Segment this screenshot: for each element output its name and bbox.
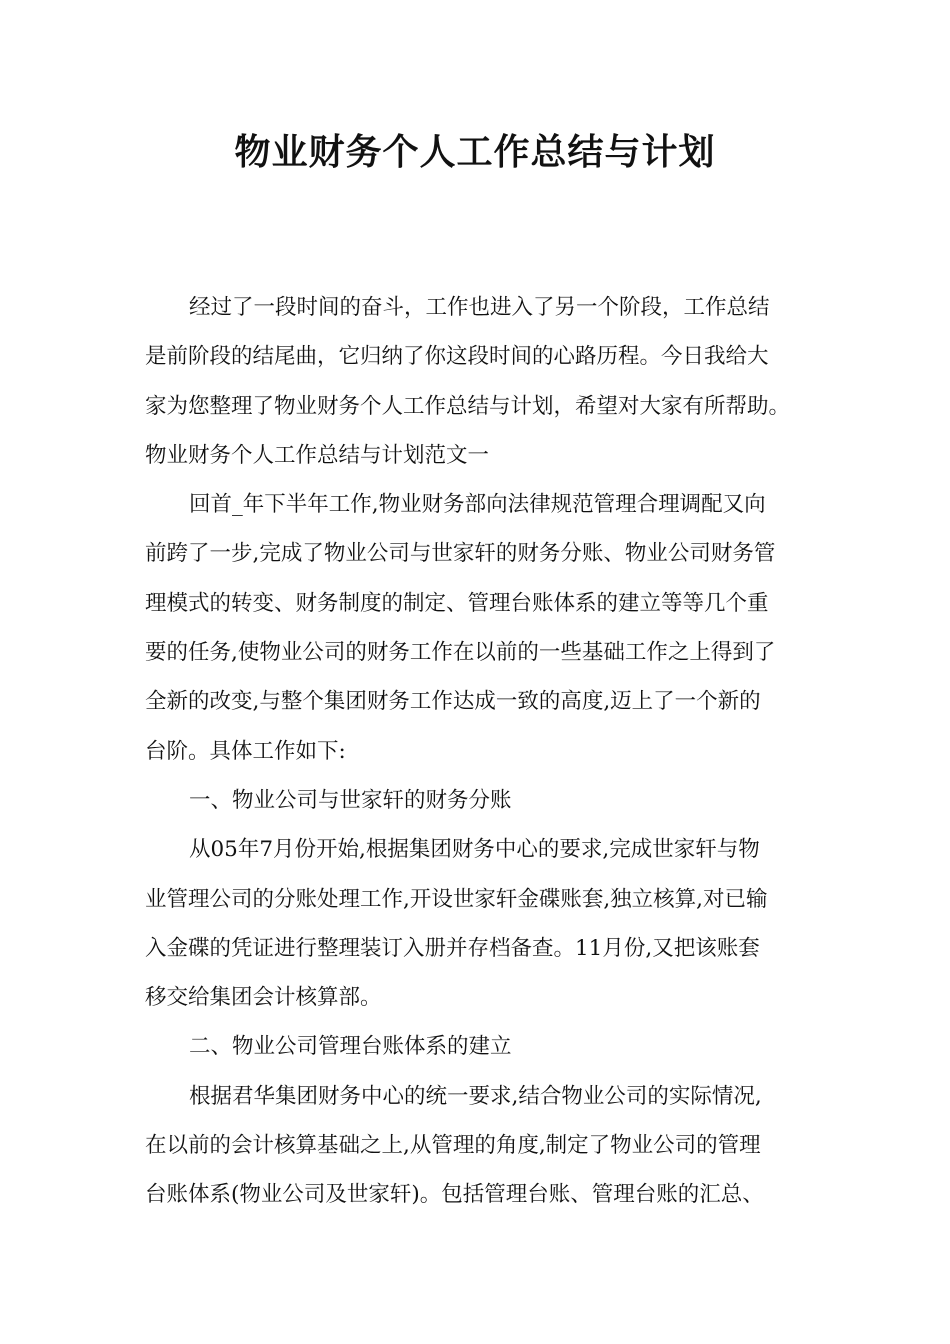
- paragraph-line: 要的任务,使物业公司的财务工作在以前的一些基础工作之上得到了: [145, 640, 776, 666]
- paragraph-line: 入金碟的凭证进行整理装订入册并存档备查。11月份,又把该账套: [145, 935, 760, 961]
- paragraph-line: 是前阶段的结尾曲，它归纳了你这段时间的心路历程。今日我给大: [145, 344, 769, 370]
- paragraph-line: 台账体系(物业公司及世家轩)。包括管理台账、管理台账的汇总、: [145, 1182, 764, 1208]
- paragraph-line: 在以前的会计核算基础之上,从管理的角度,制定了物业公司的管理: [145, 1133, 761, 1159]
- paragraph-line: 根据君华集团财务中心的统一要求,结合物业公司的实际情况,: [189, 1083, 762, 1109]
- document-body: [145, 283, 810, 1220]
- paragraph-line: 家为您整理了物业财务个人工作总结与计划，希望对大家有所帮助。: [145, 393, 791, 419]
- paragraph-line: 从05年7月份开始,根据集团财务中心的要求,完成世家轩与物: [189, 837, 760, 863]
- subsection-heading: 一、物业公司与世家轩的财务分账: [189, 787, 512, 813]
- section-heading: 物业财务个人工作总结与计划范文一: [145, 442, 490, 468]
- paragraph-line: 台阶。具体工作如下:: [145, 738, 346, 764]
- subsection-heading: 二、物业公司管理台账体系的建立: [189, 1034, 512, 1060]
- document-title: 物业财务个人工作总结与计划: [234, 132, 716, 173]
- paragraph-line: 回首_年下半年工作,物业财务部向法律规范管理合理调配又向: [189, 492, 766, 518]
- paragraph-line: 全新的改变,与整个集团财务工作达成一致的高度,迈上了一个新的: [145, 689, 761, 715]
- paragraph-line: 业管理公司的分账处理工作,开设世家轩金碟账套,独立核算,对已输: [145, 886, 768, 912]
- paragraph-line: 经过了一段时间的奋斗，工作也进入了另一个阶段，工作总结: [189, 295, 770, 320]
- paragraph-line: 移交给集团会计核算部。: [145, 985, 382, 1011]
- paragraph-line: 前跨了一步,完成了物业公司与世家轩的财务分账、物业公司财务管: [145, 541, 776, 567]
- paragraph-line: 理模式的转变、财务制度的制定、管理台账体系的建立等等几个重: [145, 590, 769, 616]
